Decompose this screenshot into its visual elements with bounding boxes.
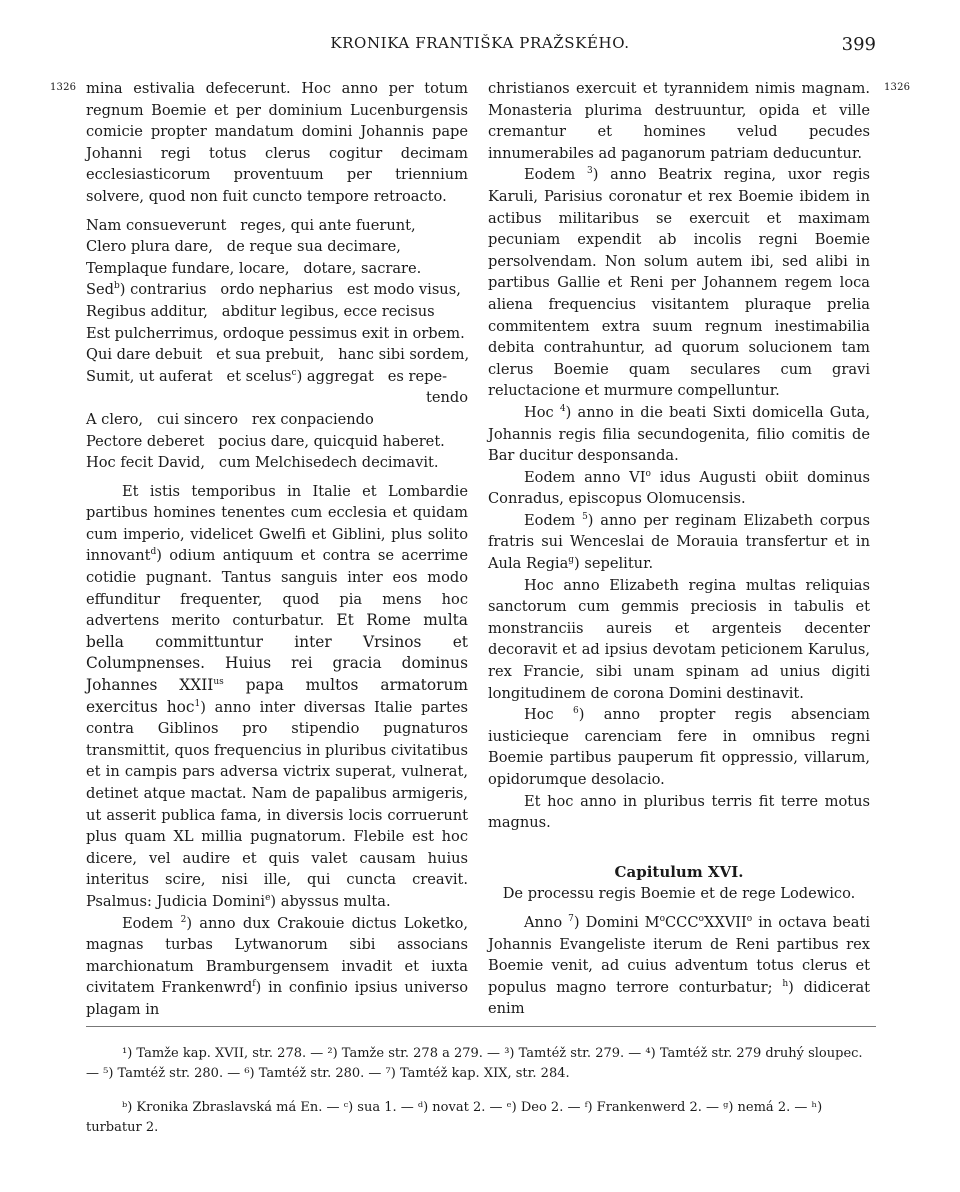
left-column: [86, 78, 468, 1021]
paragraph: Hoc $^4$) anno in die beati Sixti domicella Guta, Johannis regis filia secundogenita, filio comitis de Bar ducitur desponsanda.: [488, 403, 871, 465]
verse-line: Qui dare debuit et sua prebuit, hanc sibi sordem,: [86, 346, 470, 364]
running-header: [84, 34, 876, 60]
paragraph: mina estivalia defecerunt. Hoc anno per totum regnum Boemie et per dominium Lucenburgensis comicie propter mandatum domini Johannis pape Johanni regi totus clerus cogitur decimam ecclesiasticorum proventuum per triennium solvere, quod non fuit cuncto tempore retroacto.: [86, 80, 468, 205]
footnote-mark: c: [291, 367, 297, 378]
page-number: 399: [841, 34, 876, 55]
verse-line: A clero, cui sincero rex conpaciendo: [86, 410, 374, 428]
verse-line: Nam consueverunt reges, qui ante fuerunt,: [86, 216, 416, 234]
footnotes-lettered: ᵇ) Kronika Zbraslavská má En. — ᶜ) sua 1. — ᵈ) novat 2. — ᵉ) Deo 2. — ᶠ) Frankenwerd 2. — ᵍ) nemá 2. — ʰ) turbatur 2.: [86, 1100, 823, 1135]
paragraph: Anno $^7$) Domini $M^oCCC^oXXVII^o$ in octava beati Johannis Evangeliste iterum de Reni partibus rex Boemie venit, ad cuius adventum totus clerus et populus magno terrore conturbatur; $^h$) didicerat enim: [488, 913, 871, 1018]
margin-year-left: 1326: [50, 82, 77, 93]
verse-line: Est pulcherrimus, ordoque pessimus exit in orbem.: [86, 324, 465, 342]
paragraph: Eodem $^5$) anno per reginam Elizabeth corpus fratris sui Wenceslai de Morauia transfertur et in Aula Regia$^g$) sepelitur.: [488, 511, 870, 573]
footnote-mark: b: [113, 281, 120, 292]
footnotes-numbered: ¹) Tamže kap. XVII, str. 278. — ²) Tamže str. 278 a 279. — ³) Tamtéž str. 279. — ⁴) Tamtéž str. 279 druhý sloupec. — ⁵) Tamtéž str. 280. — ⁶) Tamtéž str. 280. — ⁷) Tamtéž kap. XIX, str. 284.: [86, 1046, 863, 1081]
paragraph: Hoc anno Elizabeth regina multas reliquias sanctorum cum gemmis preciosis in tabulis et monstranciis aureis et argenteis decenter decoravit et ad ipsius devotam peticionem Karulus, rex Francie, sibi unam spinam ad unius digiti longitudinem de corona Domini destinavit.: [488, 576, 870, 702]
verse-line: Templaque fundare, locare, dotare, sacrare.: [86, 259, 422, 277]
verse-line: Hoc fecit David, cum Melchisedech decimavit.: [86, 454, 439, 472]
chapter-subtitle: De processu regis Boemie et de rege Lodewico.: [502, 885, 856, 903]
paragraph: Et istis temporibus in Italie et Lombardie partibus homines tenentes cum ecclesia et quidam cum imperio, videlicet Gwelfi et Giblini, plus solito innovant$^d$) odium antiquum et contra se acerrime cotidie pugnant. Tantus sanguis inter eos modo effunditur frequenter, quod pia mens hoc advertens merito conturbatur. Et Rome multa bella committuntur inter Vrsinos et Columpnenses. Huius rei gracia dominus Johannes $XXII^{us}$ papa multos armatorum exercitus hoc$^1$) anno inter diversas Italie partes contra Giblinos pro stipendio pugnaturos transmittit, quos frequencius in pluribus civitatibus et in campis pars adversa victrix superat, vulnerat, detinet atque mactat. Nam de papalibus armigeris, ut asserit publica fama, in diversis locis corruerunt plus quam XL millia pugnatorum. Flebile est hoc dicere, vel audire et quis valet causam huius interitus scire, nisi ille, qui cuncta creavit. Psalmus: Judicia Domini$^e$) abyssus multa.: [86, 482, 468, 910]
margin-year-right: 1326: [884, 82, 911, 93]
paragraph: Eodem $^3$) anno Beatrix regina, uxor regis Karuli, Parisius coronatur et rex Boemie ibidem in actibus militaribus se exercuit et maximam pecuniam expendit ab incolis regni Boemie persolvendam. Non solum autem ibi, sed alibi in partibus Gallie et Reni per Johannem regem loca aliena frequencius visitantem pluraque prelia commitentem extra suum regnum inestimabilia debita contrahuntur, ad quorum solucionem tam clerus Boemie quam seculares cum gravi reluctacione et murmure compelluntur.: [488, 166, 871, 400]
verse-line: Sumit, ut auferat et scelus$^c$) aggregat es repe-: [86, 367, 448, 385]
verse-line: Pectore deberet pocius dare, quicquid haberet.: [86, 432, 445, 450]
verse-continuation: tendo: [425, 389, 468, 407]
right-column: [488, 78, 870, 1020]
paragraph: Eodem anno $VI^o$ idus Augusti obiit dominus Conradus, episcopus Olomucensis.: [488, 468, 871, 508]
verse-line: Clero plura dare, de reque sua decimare,: [86, 238, 401, 256]
paragraph: Hoc $^6$) anno propter regis absenciam iusticieque carenciam fere in omnibus regni Boemie partibus pauperum fit oppressio, villarum, opidorumque desolacio.: [488, 706, 870, 788]
verse-block: [86, 215, 468, 474]
running-title: KRONIKA FRANTIŠKA PRAŽSKÉHO.: [330, 34, 630, 52]
verse-line: Sed$^b$) contrarius ordo nepharius est modo visus,: [86, 281, 461, 299]
footnote-divider: [86, 1026, 876, 1027]
paragraph: christianos exercuit et tyrannidem nimis magnam. Monasteria plurima destruuntur, opida et ville cremantur et homines velud pecudes innumerabiles ad paganorum patriam deducuntur.: [488, 80, 870, 162]
chapter-title: Capitulum XVI.: [614, 862, 744, 881]
paragraph: Eodem $^2$) anno dux Crakouie dictus Loketko, magnas turbas Lytwanorum sibi associans marchionatum Bramburgensem invadit et iuxta civitatem Frankenwrd$^f$) in confinio ipsius universo plagam in: [86, 914, 468, 1018]
paragraph: Et hoc anno in pluribus terris fit terre motus magnus.: [488, 792, 870, 832]
verse-line: Regibus additur, abditur legibus, ecce recisus: [86, 302, 435, 320]
